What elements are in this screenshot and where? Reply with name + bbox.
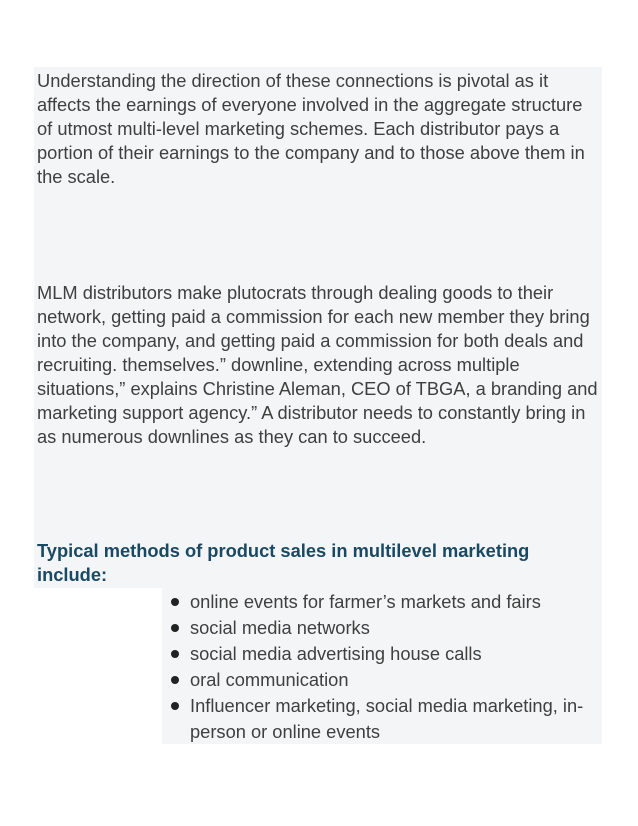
list-item-text: Influencer marketing, social media marketing, in-person or online events xyxy=(190,695,584,742)
list-item xyxy=(162,615,598,641)
list-item-text: oral communication xyxy=(190,669,349,690)
bullet-icon xyxy=(171,650,179,658)
bullet-icon xyxy=(171,624,179,632)
list-item-text: social media advertising house calls xyxy=(190,643,482,664)
list-item xyxy=(162,667,598,693)
sales-methods-list xyxy=(162,589,598,745)
list-item xyxy=(162,693,598,745)
bullet-icon xyxy=(171,676,179,684)
paragraph-connections: Understanding the direction of these connections is pivotal as it affects the earnings of everyone involved in the aggregate structure of utmost multi-level marketing schemes. Each distributor pays a portion of their earnings to the company and to those above them in the scale. xyxy=(37,70,585,187)
list-item-text: social media networks xyxy=(190,617,370,638)
bullet-icon xyxy=(171,702,179,710)
list-item xyxy=(162,641,598,667)
list-item xyxy=(162,589,598,615)
list-item-text: online events for farmer’s markets and fairs xyxy=(190,591,541,612)
bullet-icon xyxy=(171,598,179,606)
section-heading: Typical methods of product sales in multilevel marketing include: xyxy=(37,540,530,585)
paragraph-mlm-distributors: MLM distributors make plutocrats through dealing goods to their network, getting paid a commission for each new member they bring into the company, and getting paid a commission for both deals and recruiting. themselves.” downline, extending across multiple situations,” explains Christine Aleman, CEO of TBGA, a branding and marketing support agency.” A distributor needs to constantly bring in as numerous downlines as they can to succeed. xyxy=(37,282,598,447)
